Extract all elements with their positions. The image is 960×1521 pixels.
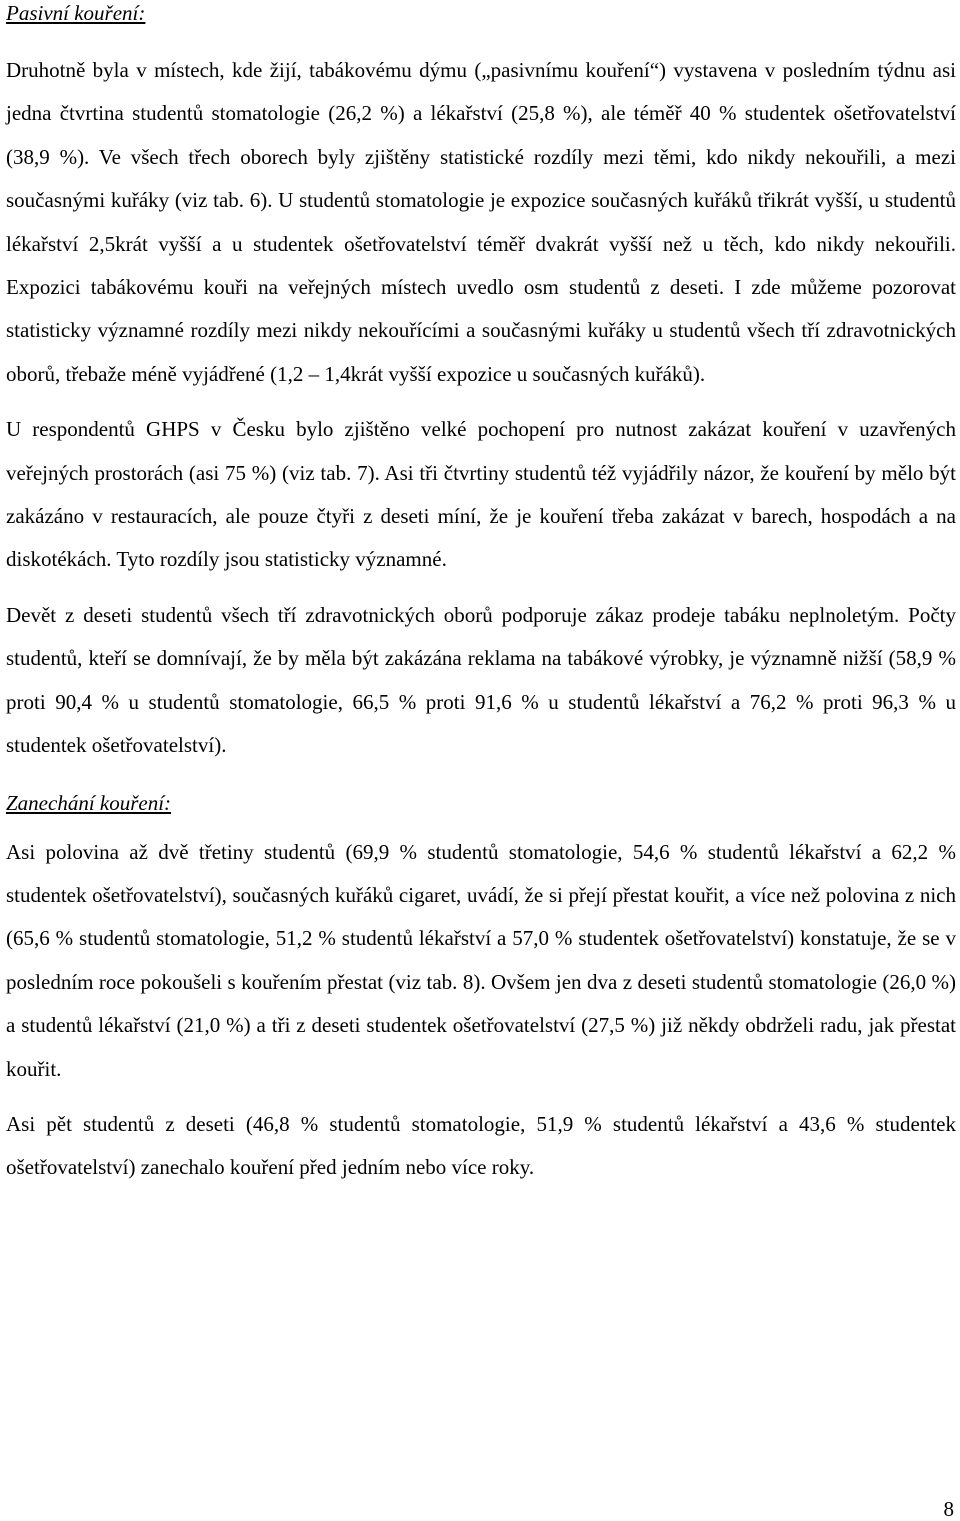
- paragraph-passive-exposure: Druhotně byla v místech, kde žijí, tabákovému dýmu („pasivnímu kouření“) vystavena v posledním týdnu asi jedna čtvrtina studentů stomatologie (26,2 %) a lékařství (25,8 %), ale téměř 40 % studentek ošetřovatelství (38,9 %). Ve všech třech oborech byly zjištěny statistické rozdíly mezi těmi, kdo nikdy nekouřili, a mezi současnými kuřáky (viz tab. 6). U studentů stomatologie je expozice současných kuřáků třikrát vyšší, u studentů lékařství 2,5krát vyšší a u studentek ošetřovatelství téměř dvakrát vyšší než u těch, kdo nikdy nekouřili. Expozici tabákovému kouři na veřejných místech uvedlo osm studentů z deseti. I zde můžeme pozorovat statisticky významné rozdíly mezi nikdy nekouřícími a současnými kuřáky u studentů všech tří zdravotnických oborů, třebaže méně vyjádřené (1,2 – 1,4krát vyšší expozice u současných kuřáků).: [6, 58, 956, 386]
- paragraph-smoking-ban-opinion: U respondentů GHPS v Česku bylo zjištěno velké pochopení pro nutnost zakázat kouření v uzavřených veřejných prostorách (asi 75 %) (viz tab. 7). Asi tři čtvrtiny studentů též vyjádřily názor, že kouření by mělo být zakázáno v restauracích, ale pouze čtyři z deseti míní, že je kouření třeba zakázat v barech, hospodách a na diskotékách. Tyto rozdíly jsou statisticky významné.: [6, 417, 956, 572]
- paragraph-sales-ban-advertising: Devět z deseti studentů všech tří zdravotnických oborů podporuje zákaz prodeje tabáku neplnoletým. Počty studentů, kteří se domnívají, že by měla být zakázána reklama na tabákové výrobky, je významně nižší (58,9 % proti 90,4 % u studentů stomatologie, 66,5 % proti 91,6 % u studentů lékařství a 76,2 % proti 96,3 % u studentek ošetřovatelství).: [6, 602, 956, 758]
- section-heading-quitting: Zanechání kouření:: [6, 790, 172, 815]
- paragraph-quit-success: Asi pět studentů z deseti (46,8 % studentů stomatologie, 51,9 % studentů lékařství a 43,6 % studentek ošetřovatelství) zanechalo kouření před jedním nebo více roky.: [6, 1111, 956, 1180]
- paragraph-quit-attempts: Asi polovina až dvě třetiny studentů (69,9 % studentů stomatologie, 54,6 % studentů lékařství a 62,2 % studentek ošetřovatelství), současných kuřáků cigaret, uvádí, že si přejí přestat kouřit, a více než polovina z nich (65,6 % studentů stomatologie, 51,2 % studentů lékařství a 57,0 % studentek ošetřovatelství) konstatuje, že se v posledním roce pokoušeli s kouřením přestat (viz tab. 8). Ovšem jen dva z deseti studentů stomatologie (26,0 %) a studentů lékařství (21,0 %) a tři z deseti studentek ošetřovatelství (27,5 %) již někdy obdrželi radu, jak přestat kouřit.: [6, 839, 956, 1081]
- page-number: 8: [943, 1497, 954, 1521]
- section-heading-passive-smoking: Pasivní kouření:: [6, 1, 146, 25]
- document-page: [6, 0, 956, 1190]
